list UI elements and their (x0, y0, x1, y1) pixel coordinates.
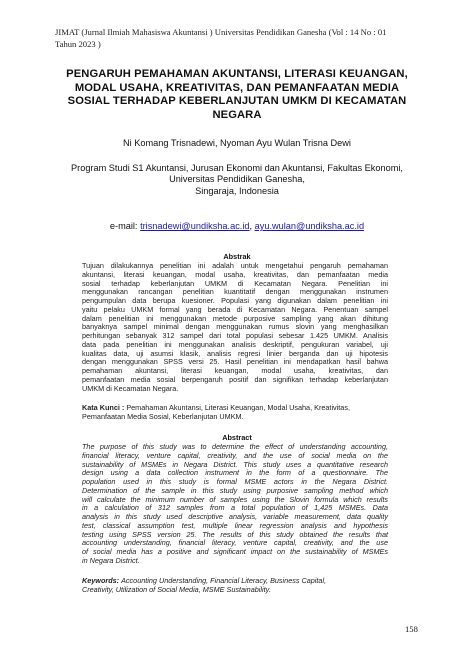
email-link-2[interactable]: ayu.wulan@undiksha.ac.id (254, 221, 365, 231)
paragraph-line: of social media has a positive and significant impact on the sustainability of MSMEs (82, 547, 388, 556)
title-line: SOSIAL TERHADAP KEBERLANJUTAN UMKM DI KECAMATAN (67, 95, 407, 108)
authors: Ni Komang Trisnadewi, Nyoman Ayu Wulan Trisna Dewi (123, 138, 351, 148)
paragraph-line: The purpose of this study was to determine the effect of understanding accounting, (82, 442, 388, 451)
paragraph-line: will calculate the minimum number of samples using the Slovin formula which results (82, 494, 388, 504)
paragraph-line: analysis in this study used descriptive analysis, variable measurement, data quality (82, 512, 388, 521)
affiliation-line: Singaraja, Indonesia (195, 185, 279, 196)
abstract-body (82, 443, 388, 566)
journal-header-line-2: Tahun 2023 ) (55, 38, 101, 49)
email-link-1[interactable]: trisnadewi@undiksha.ac.id (140, 221, 250, 231)
abstrak-body (82, 262, 388, 393)
paragraph-line: banyaknya sampel minimal dengan menggunakan rumus slovin yang menghasilkan (82, 322, 388, 332)
paragraph-line: dengan menggunakan SPSS versi 25. Hasil penelitian ini mendapatkan hasil bahwa (82, 357, 388, 367)
paragraph-line: UMKM di Kecamatan Negara. (82, 383, 179, 393)
paragraph-line: pemahaman akuntansi, literasi keuangan, modal usaha, kreativitas, dan (82, 366, 388, 375)
paragraph-line: Tujuan dilakukannya penelitian ini adalah untuk mengetahui pengaruh pemahaman (82, 261, 388, 270)
paragraph-line: data pada penelitian ini menggunakan analisis deskriptif, pengukuran variabel, uji (82, 339, 388, 349)
kata-kunci-text-2: Pemanfaatan Media Sosial, Keberlanjutan UMKM. (82, 411, 244, 421)
paragraph-line: Determination of the sample in this study using purposive sampling method which (82, 485, 388, 495)
keywords (82, 577, 388, 595)
paragraph-line: test, classical assumption test, multiple linear regression analysis and hypothesis (82, 520, 388, 530)
page-number: 158 (405, 624, 418, 634)
email-separator: , (249, 221, 253, 231)
affiliation (60, 163, 414, 197)
keywords-text-1: Accounting Understanding, Financial Literacy, Business Capital, (121, 576, 327, 585)
paragraph-line: population used in this study is formal MSME actors in the Negara District. (82, 477, 388, 486)
email-line (60, 221, 414, 231)
paragraph-line: pengumpulan data berupa kuesioner. Populasi yang digunakan dalam penelitian ini (82, 296, 388, 305)
paragraph-line: dalam penelitian ini menggunakan metode purposive sampling yang akan dihitung (82, 313, 388, 323)
paper-title (60, 68, 414, 122)
title-line: PENGARUH PEMAHAMAN AKUNTANSI, LITERASI KEUANGAN, (66, 68, 408, 80)
paragraph-line: testing using SPSS version 25. The results of this study obtained the results that (82, 529, 388, 539)
paragraph-line: kualitas data, uji asumsi klasik, analisis regresi linier berganda dan uji hipotesis (82, 348, 388, 358)
title-line: MODAL USAHA, KREATIVITAS, DAN PEMANFAATAN MEDIA (74, 81, 400, 94)
kata-kunci-label: Kata Kunci : (82, 403, 125, 412)
paragraph-line: pemanfaatan media sosial berpengaruh positif dan signifikan terhadap keberlanjutan (82, 374, 388, 384)
title-line: NEGARA (212, 108, 262, 121)
paragraph-line: design using a data collection instrument in the form of a questionnaire. The (82, 468, 388, 478)
abstrak-heading: Abstrak (223, 252, 251, 261)
kata-kunci-text-1: Pemahaman Akuntansi, Literasi Keuangan, Modal Usaha, Kreativitas, (126, 403, 350, 412)
kata-kunci (82, 404, 388, 422)
journal-header-line-1: JIMAT (Jurnal Ilmiah Mahasiswa Akuntansi ) Universitas Pendidikan Ganesha (Vol : 14 No : 01 (55, 27, 387, 37)
affiliation-line: Program Studi S1 Akuntansi, Jurusan Ekonomi dan Akuntansi, Fakultas Ekonomi, (71, 163, 403, 173)
paragraph-line: yaitu pelaku UMKM formal yang berada di Kecamatan Negara. Penentuan sampel (82, 304, 388, 314)
paragraph-line: akuntansi, literasi keuangan, modal usaha, kreativitas, dan pemanfaatan media (82, 269, 388, 279)
paragraph-line: perhitungan sebanyak 312 sampel dari total populasi sebesar 1.425 UMKM. Analisis (82, 331, 388, 340)
affiliation-line: Universitas Pendidikan Ganesha, (169, 174, 305, 185)
keywords-label: Keywords: (82, 576, 120, 585)
paragraph-line: in a calculation of 312 samples from a total population of 1,425 MSMEs. Data (82, 503, 388, 513)
paragraph-line: sosial terhadap keberlanjutan UMKM di Kecamatan Negara. Penelitian ini (82, 278, 388, 288)
paragraph-line: menggunakan rancangan penelitian kuantitatif dengan menggunakan instrumen (82, 287, 388, 297)
paragraph-line: in Negara District. (82, 555, 140, 565)
paragraph-line: financial literacy, venture capital, creativity, and the use of social media on the (82, 450, 388, 460)
abstract-heading: Abstract (222, 433, 252, 442)
keywords-text-2: Creativity, Utilization of Social Media, MSME Sustainability. (82, 584, 271, 594)
paragraph-line: accounting understanding, financial literacy, venture capital, creativity, and the use (82, 538, 388, 548)
journal-header (55, 27, 425, 50)
email-label: e-mail: (109, 221, 138, 231)
paragraph-line: sustainability of MSMEs in Negara District. This study uses a quantitative research (82, 459, 388, 469)
